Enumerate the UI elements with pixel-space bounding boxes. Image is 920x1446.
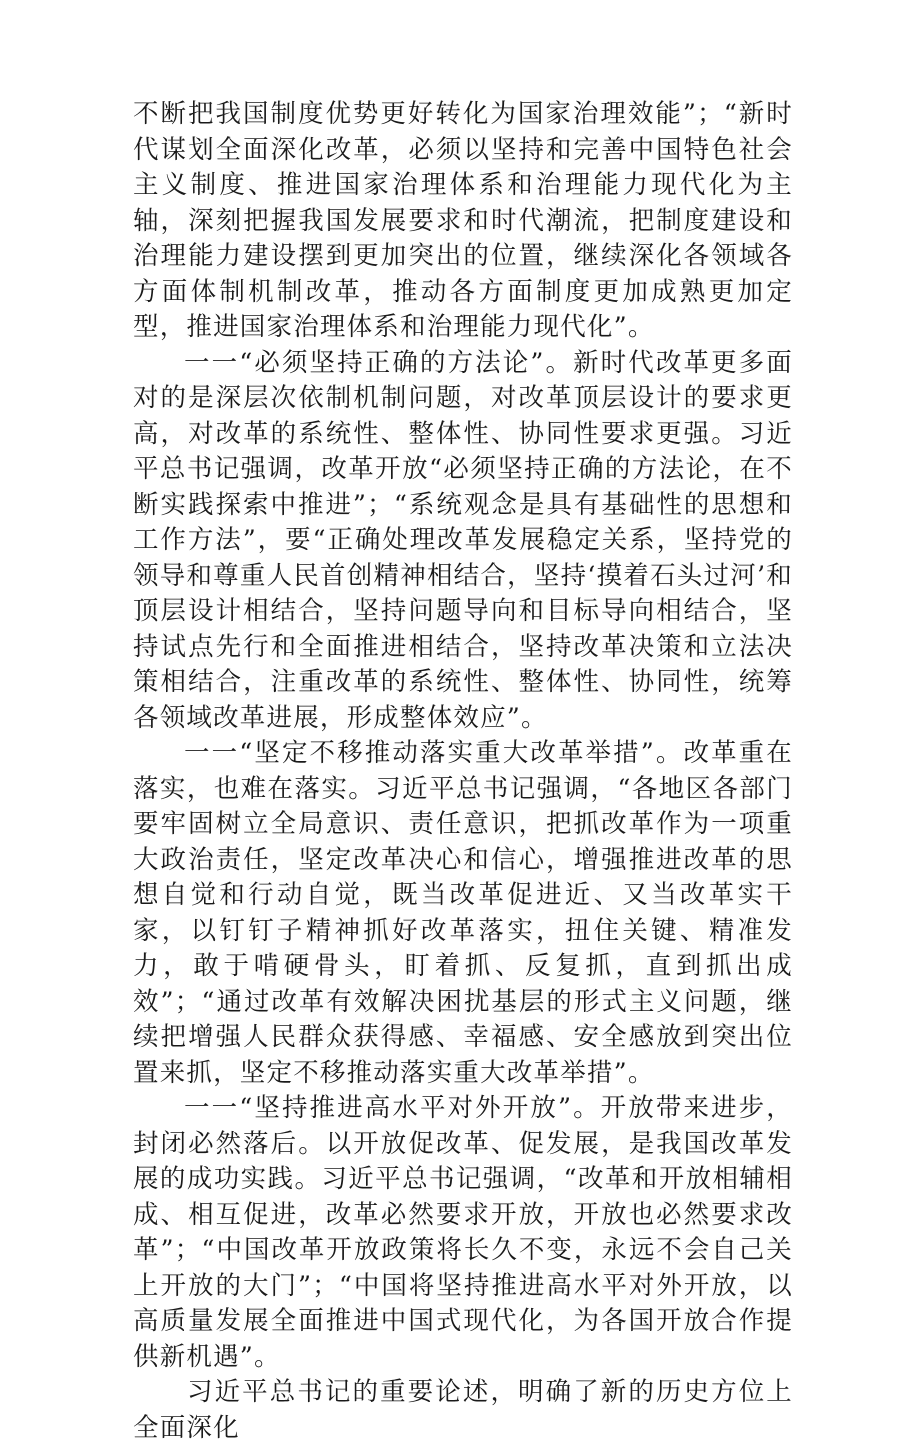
paragraph-opening-up: 一一“坚持推进高水平对外开放”。开放带来进步，封闭必然落后。以开放促改革、促发展，是我国改革发展的成功实践。习近平总书记强调，“改革和开放相辅相成、相互促进，改革必然要求开放，开放也必然要求改革”；“中国改革开放政策将长久不变，永远不会自己关上开放的大门”；“中国将坚持推进高水平对外开放，以高质量发展全面推进中国式现代化，为各国开放合作提供新机遇”。	[133, 1093, 793, 1372]
paragraph-methodology: 一一“必须坚持正确的方法论”。新时代改革更多面对的是深层次依制机制问题，对改革顶层设计的要求更高，对改革的系统性、整体性、协同性要求更强。习近平总书记强调，改革开放“必须坚持正确的方法论，在不断实践探索中推进”；“系统观念是具有基础性的思想和工作方法”，要“正确处理改革发展稳定关系，坚持党的领导和尊重人民首创精神相结合，坚持‘摸着石头过河’和顶层设计相结合，坚持问题导向和目标导向相结合，坚持试点先行和全面推进相结合，坚持改革决策和立法决策相结合，注重改革的系统性、整体性、协同性，统筹各领域改革进展，形成整体效应”。	[133, 347, 793, 733]
paragraph-implementation: 一一“坚定不移推动落实重大改革举措”。改革重在落实，也难在落实。习近平总书记强调，“各地区各部门要牢固树立全局意识、责任意识，把抓改革作为一项重大政治责任，坚定改革决心和信心，增强推进改革的思想自觉和行动自觉，既当改革促进近、又当改革实干家，以钉钉子精神抓好改革落实，扭住关键、精准发力，敢于啃硬骨头，盯着抓、反复抓，直到抓出成效”；“通过改革有效解决困扰基层的形式主义问题，继续把增强人民群众获得感、幸福感、安全感放到突出位置来抓，坚定不移推动落实重大改革举措”。	[133, 738, 793, 1088]
paragraph-summary: 习近平总书记的重要论述，明确了新的历史方位上全面深化	[133, 1377, 793, 1443]
paragraph-continuation: 不断把我国制度优势更好转化为国家治理效能”；“新时代谋划全面深化改革，必须以坚持和完善中国特色社会主义制度、推进国家治理体系和治理能力现代化为主轴，深刻把握我国发展要求和时代潮流，把制度建设和治理能力建设摆到更加突出的位置，继续深化各领域各方面体制机制改革，推动各方面制度更加成熟更加定型，推进国家治理体系和治理能力现代化”。	[133, 99, 793, 342]
document-body	[133, 97, 793, 1446]
